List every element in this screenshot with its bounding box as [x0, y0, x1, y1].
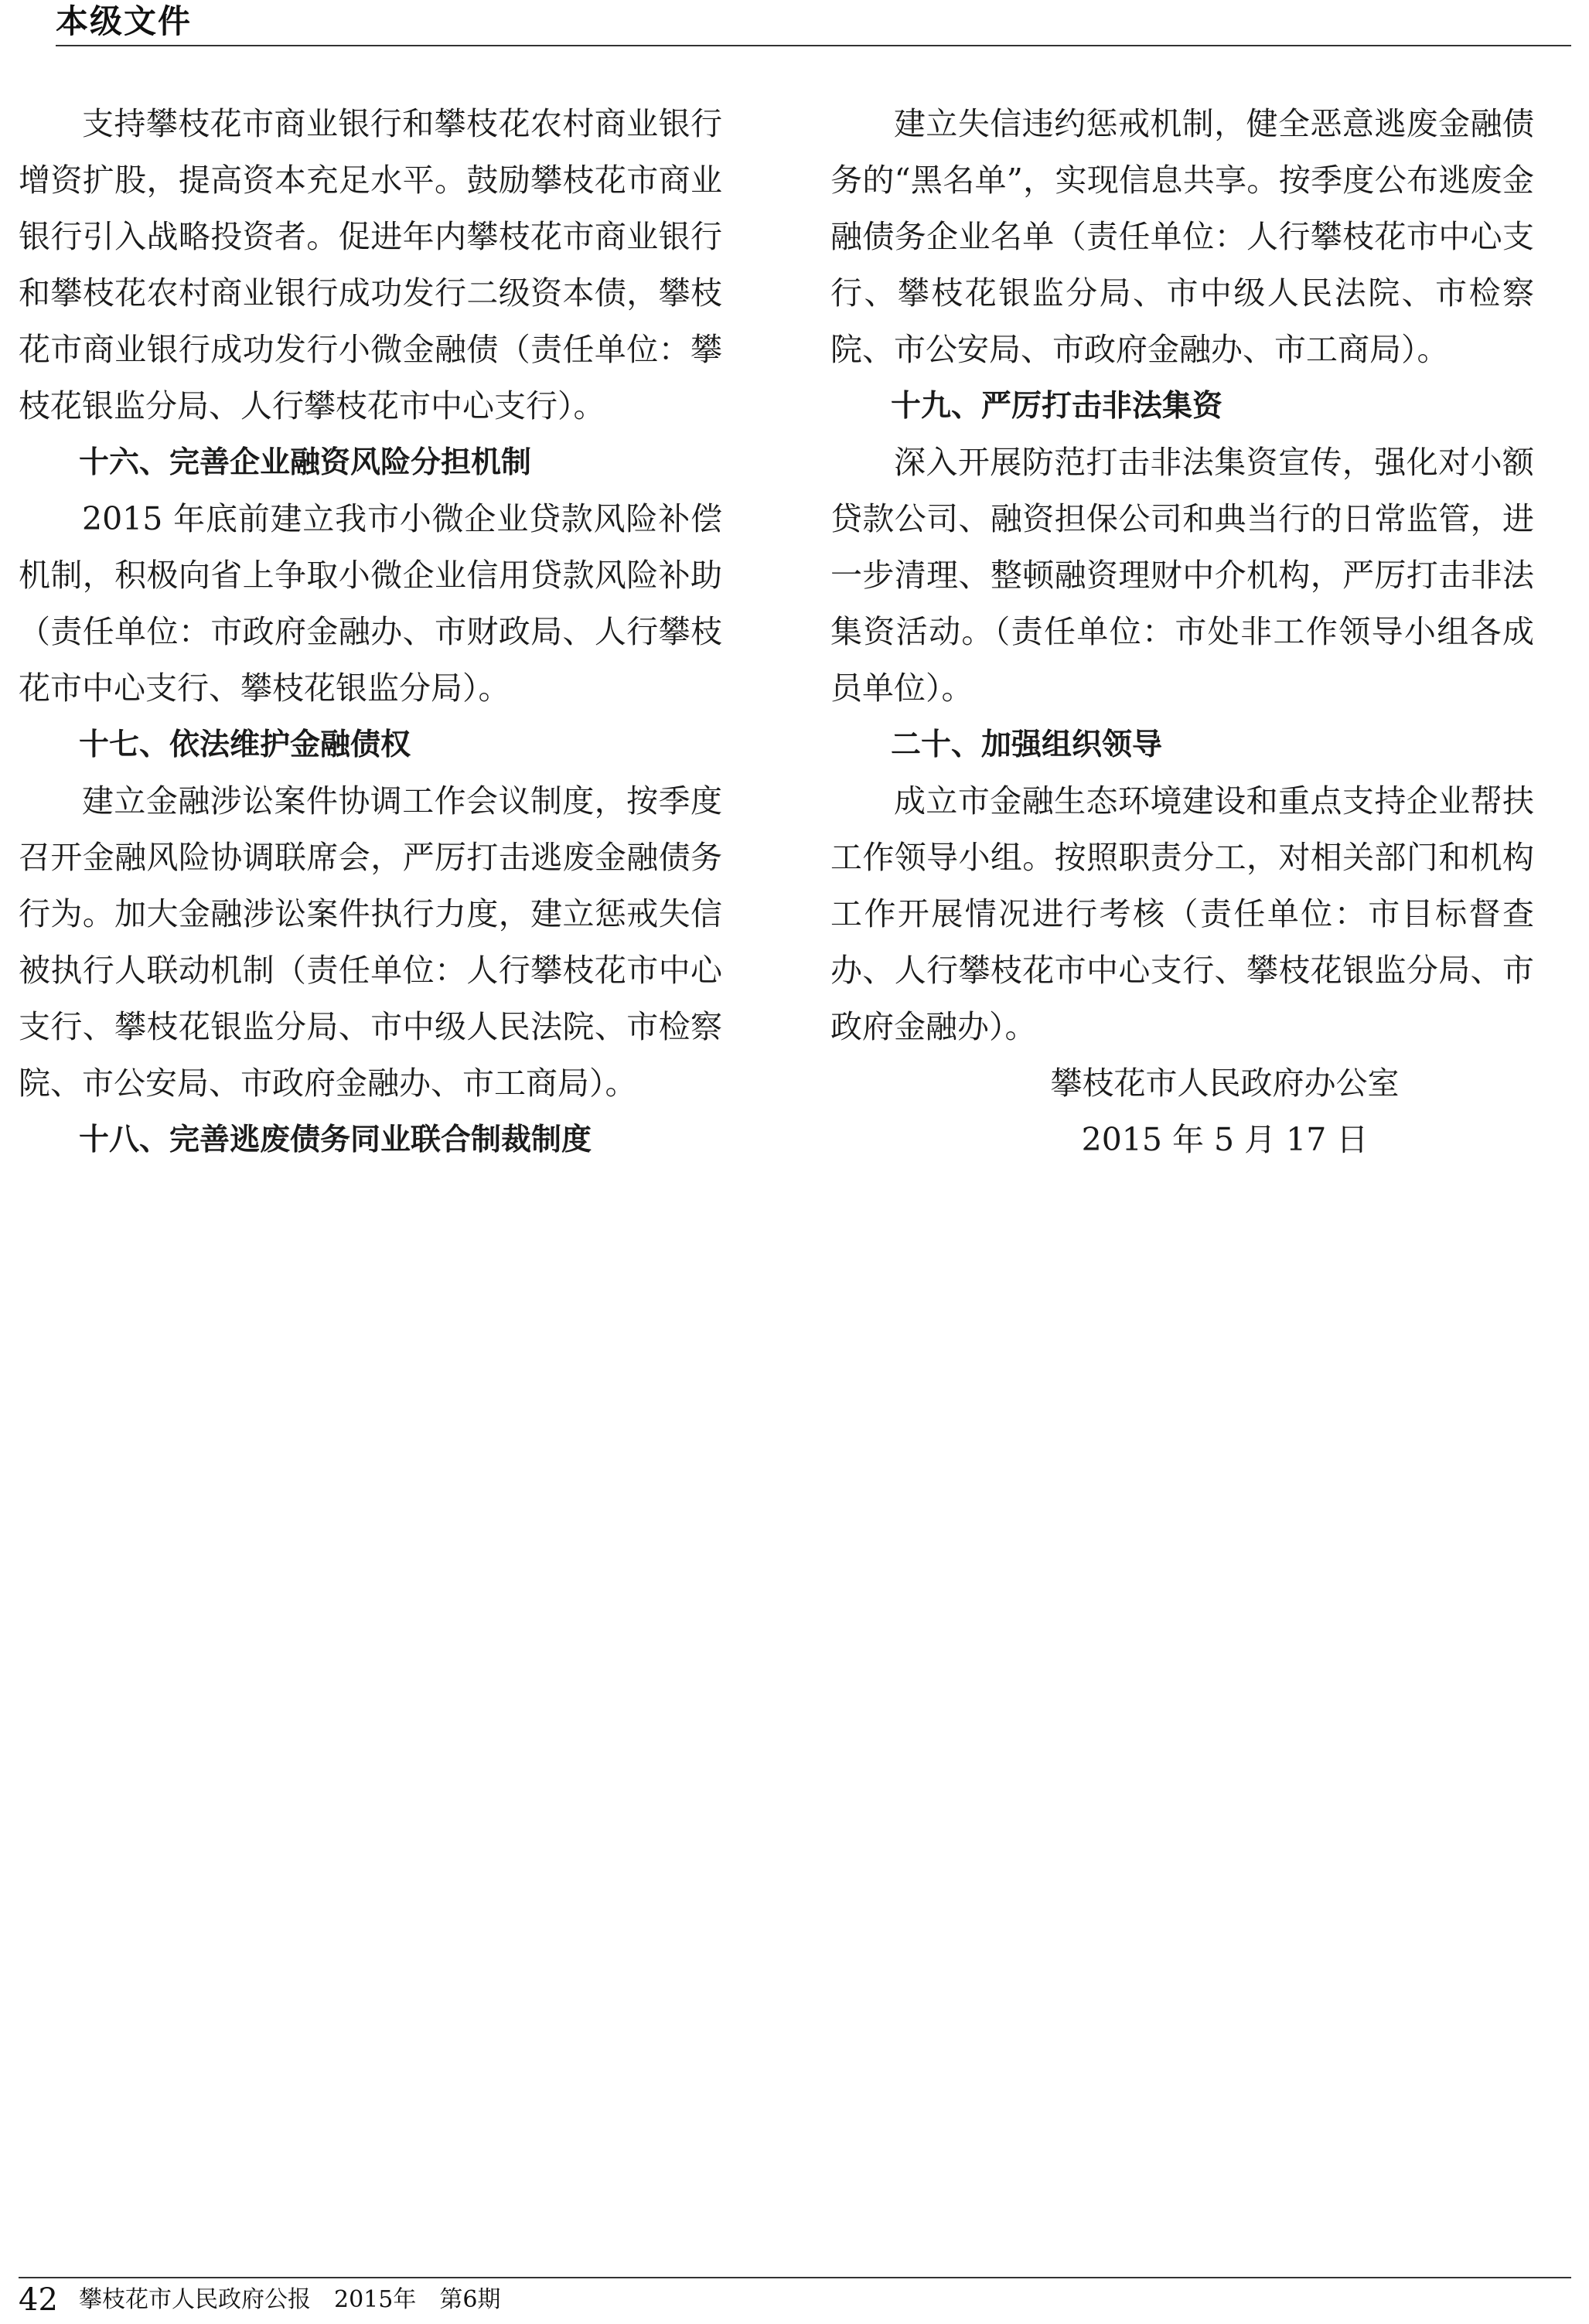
paragraph-16: 2015 年底前建立我市小微企业贷款风险补偿机制，积极向省上争取小微企业信用贷款风险补助（责任单位：市政府金融办、市财政局、人行攀枝花市中心支行、攀枝花银监分局）。 [19, 500, 722, 707]
paragraph-20: 成立市金融生态环境建设和重点支持企业帮扶工作领导小组。按照职责分工，对相关部门和机构工作开展情况进行考核（责任单位：市目标督查办、人行攀枝花市中心支行、攀枝花银监分局、市政府金融办）。 [830, 782, 1534, 1045]
heading-20: 二十、加强组织领导 [891, 728, 1163, 762]
page-header [56, 0, 1571, 46]
heading-18: 十八、完善逃废债务同业联合制裁制度 [79, 1123, 592, 1157]
right-column [830, 96, 1534, 1168]
signature-organization: 攀枝花市人民政府办公室 [1050, 1065, 1400, 1102]
left-column [19, 96, 722, 1168]
page-number: 42 [19, 2282, 58, 2318]
signature-date: 2015 年 5 月 17 日 [1081, 1121, 1369, 1158]
footer-divider [19, 2277, 1571, 2278]
heading-19: 十九、严厉打击非法集资 [891, 389, 1223, 424]
publication-info: 攀枝花市人民政府公报 2015年 第6期 [79, 2286, 501, 2313]
paragraph-19: 深入开展防范打击非法集资宣传，强化对小额贷款公司、融资担保公司和典当行的日常监管，进一步清理、整顿融资理财中介机构，严厉打击非法集资活动。（责任单位：市处非工作领导小组各成员单位）。 [830, 444, 1534, 707]
page-footer [19, 2281, 500, 2319]
paragraph-bank-capital: 支持攀枝花市商业银行和攀枝花农村商业银行增资扩股，提高资本充足水平。鼓励攀枝花市商业银行引入战略投资者。促进年内攀枝花市商业银行和攀枝花农村商业银行成功发行二级资本债，攀枝花市商业银行成功发行小微金融债（责任单位：攀枝花银监分局、人行攀枝花市中心支行）。 [19, 105, 722, 424]
heading-16: 十六、完善企业融资风险分担机制 [79, 445, 532, 480]
paragraph-17: 建立金融涉讼案件协调工作会议制度，按季度召开金融风险协调联席会，严厉打击逃废金融债务行为。加大金融涉讼案件执行力度，建立惩戒失信被执行人联动机制（责任单位：人行攀枝花市中心支行、攀枝花银监分局、市中级人民法院、市检察院、市公安局、市政府金融办、市工商局）。 [19, 782, 722, 1102]
paragraph-18: 建立失信违约惩戒机制，健全恶意逃废金融债务的“黑名单”，实现信息共享。按季度公布逃废金融债务企业名单（责任单位：人行攀枝花市中心支行、攀枝花银监分局、市中级人民法院、市检察院、市公安局、市政府金融办、市工商局）。 [830, 105, 1534, 368]
heading-17: 十七、依法维护金融债权 [79, 728, 411, 762]
section-title: 本级文件 [56, 2, 193, 40]
